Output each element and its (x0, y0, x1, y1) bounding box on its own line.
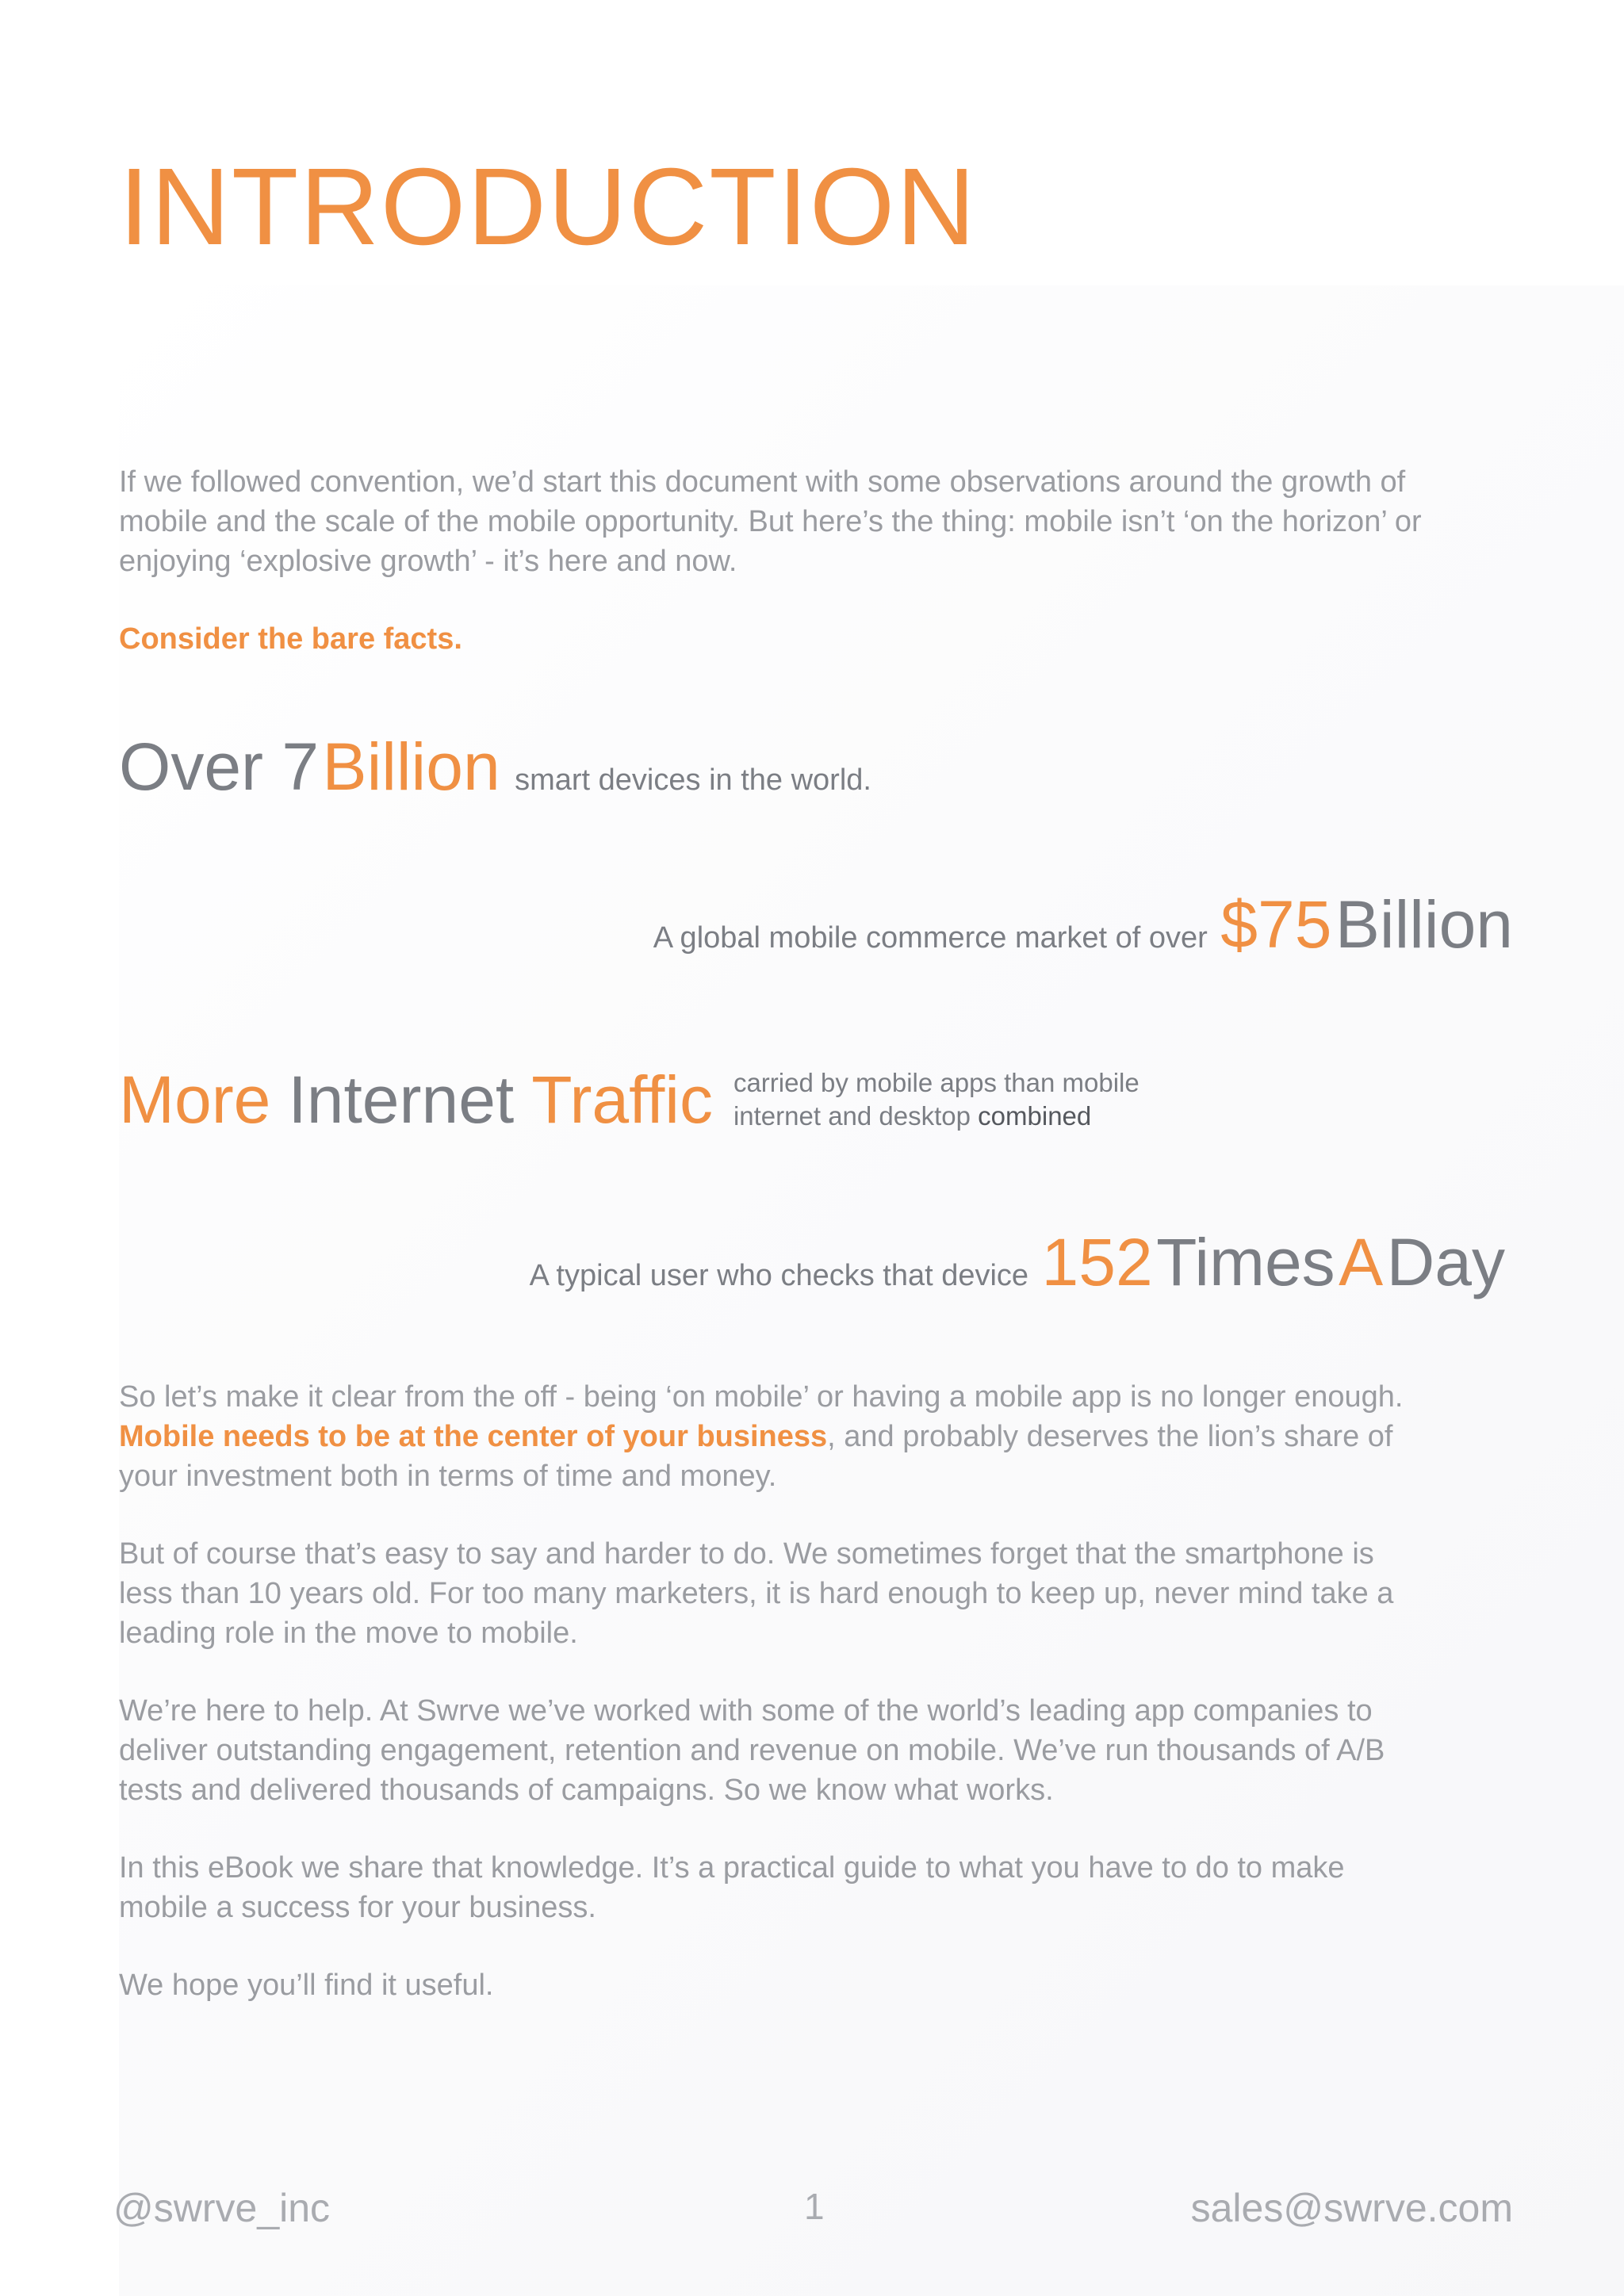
callout-text: Consider the bare facts. (119, 622, 462, 656)
stat-checks (529, 1225, 1505, 1299)
body-paragraph-1-end: , and probably deserves the lion’s share of your investment both in terms of time and money. (119, 1420, 1393, 1493)
body-paragraph-5: We hope you’ll find it useful. (119, 1969, 494, 2002)
body-paragraph-2: But of course that’s easy to say and harder to do. We sometimes forget that the smartphone is less than 10 years old. For too many marketers, it is hard enough to keep up, never mind take a leading role in the move to mobile. (119, 1537, 1394, 1650)
stat-traffic-more: More (119, 1062, 271, 1137)
stat-checks-number: 152 (1041, 1225, 1153, 1299)
stat-traffic-caption-line1: carried by mobile apps than mobile (733, 1068, 1139, 1097)
stat-checks-caption: A typical user who checks that device (529, 1259, 1029, 1292)
stat-checks-times: Times (1156, 1225, 1335, 1299)
stat-traffic-caption-line2: internet and desktop (733, 1101, 971, 1131)
stat-devices (119, 729, 871, 804)
stat-traffic-caption-combined: combined (978, 1101, 1092, 1131)
stat-traffic-caption (733, 1066, 1139, 1133)
footer-twitter-handle[interactable]: @swrve_inc (113, 2186, 331, 2230)
stat-commerce-caption: A global mobile commerce market of over (653, 921, 1208, 955)
stat-commerce-unit: Billion (1335, 887, 1513, 962)
stat-devices-caption: smart devices in the world. (515, 763, 871, 797)
stat-devices-unit: Billion (322, 729, 500, 804)
stat-traffic (119, 1062, 1139, 1137)
stat-checks-a: A (1339, 1225, 1384, 1299)
stat-devices-count: Over 7 (119, 729, 320, 804)
footer-email[interactable]: sales@swrve.com (1190, 2186, 1513, 2230)
stat-traffic-internet: Internet (288, 1062, 515, 1137)
body-paragraph-1-highlight: Mobile needs to be at the center of your business (119, 1420, 828, 1453)
stat-commerce-amount: $75 (1220, 887, 1332, 962)
body-paragraph-1-start: So let’s make it clear from the off - being ‘on mobile’ or having a mobile app is no longer enough. (119, 1380, 1404, 1414)
stat-commerce (653, 887, 1513, 962)
page-title: INTRODUCTION (119, 146, 977, 268)
intro-paragraph: If we followed convention, we’d start this document with some observations around the growth of mobile and the scale of the mobile opportunity. But here’s the thing: mobile isn’t ‘on the horizon’ or enjoying ‘explosive growth’ - it’s here and now. (119, 465, 1422, 578)
body-paragraph-4: In this eBook we share that knowledge. It’s a practical guide to what you have to do to make mobile a success for your business. (119, 1851, 1345, 1924)
body-paragraph-1 (119, 1377, 1435, 1496)
stat-traffic-traffic: Traffic (531, 1062, 713, 1137)
footer-page-number: 1 (804, 2186, 825, 2227)
body-paragraph-3: We’re here to help. At Swrve we’ve worked with some of the world’s leading app companies to deliver outstanding engagement, retention and revenue on mobile. We’ve run thousands of A/B tests and delivered thousands of campaigns. So we know what works. (119, 1694, 1385, 1807)
stat-checks-day: Day (1386, 1225, 1505, 1299)
